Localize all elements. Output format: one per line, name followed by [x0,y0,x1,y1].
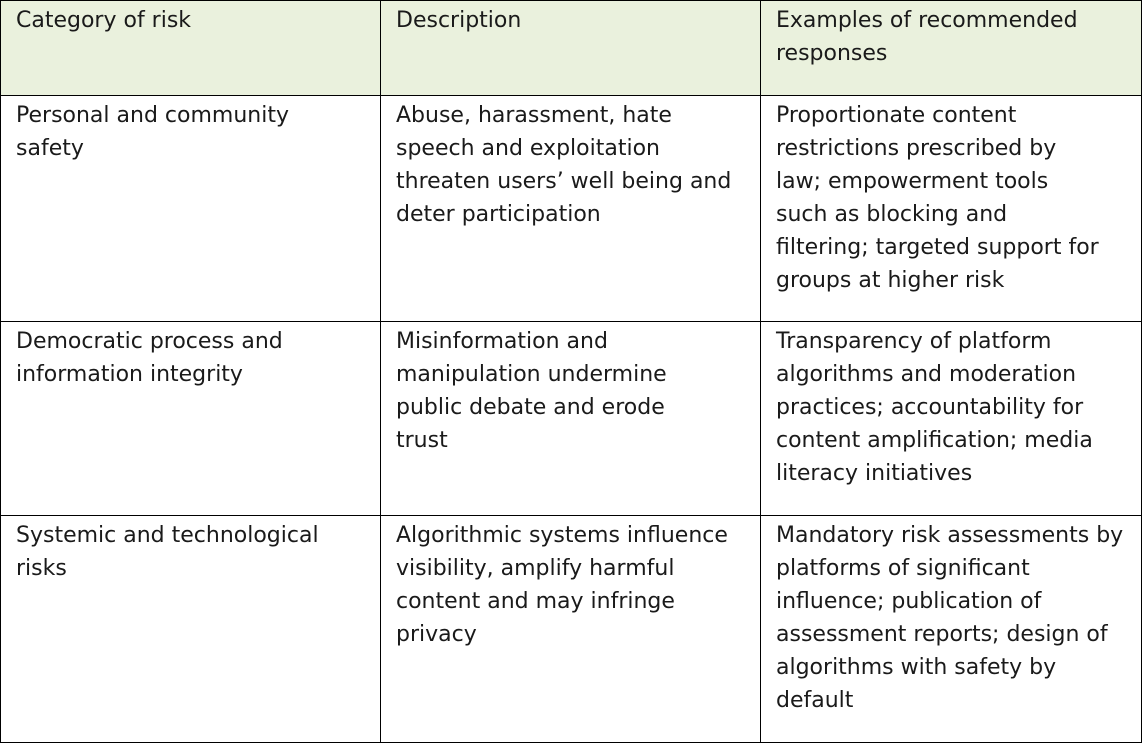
cell-category: Systemic and technological risks [1,516,381,743]
table-row [1,516,1142,743]
table-row [1,96,1142,322]
cell-description: Algorithmic systems influence visibility, amplify harmful content and may infringe privacy [381,516,761,743]
table-header [1,1,1142,96]
cell-responses: Proportionate content restrictions prescribed by law; empowerment tools such as blocking and filtering; targeted support for groups at higher risk [761,96,1142,322]
cell-category: Personal and community safety [1,96,381,322]
cell-responses: Transparency of platform algorithms and moderation practices; accountability for content amplification; media literacy initiatives [761,322,1142,516]
header-responses: Examples of recommended responses [761,1,1142,96]
header-category: Category of risk [1,1,381,96]
cell-description: Abuse, harassment, hate speech and exploitation threaten users’ well being and deter participation [381,96,761,322]
header-description: Description [381,1,761,96]
cell-category: Democratic process and information integrity [1,322,381,516]
table-body [1,96,1142,743]
header-row [1,1,1142,96]
cell-description: Misinformation and manipulation undermine public debate and erode trust [381,322,761,516]
cell-responses: Mandatory risk assessments by platforms of significant influence; publication of assessment reports; design of algorithms with safety by default [761,516,1142,743]
table-row [1,322,1142,516]
